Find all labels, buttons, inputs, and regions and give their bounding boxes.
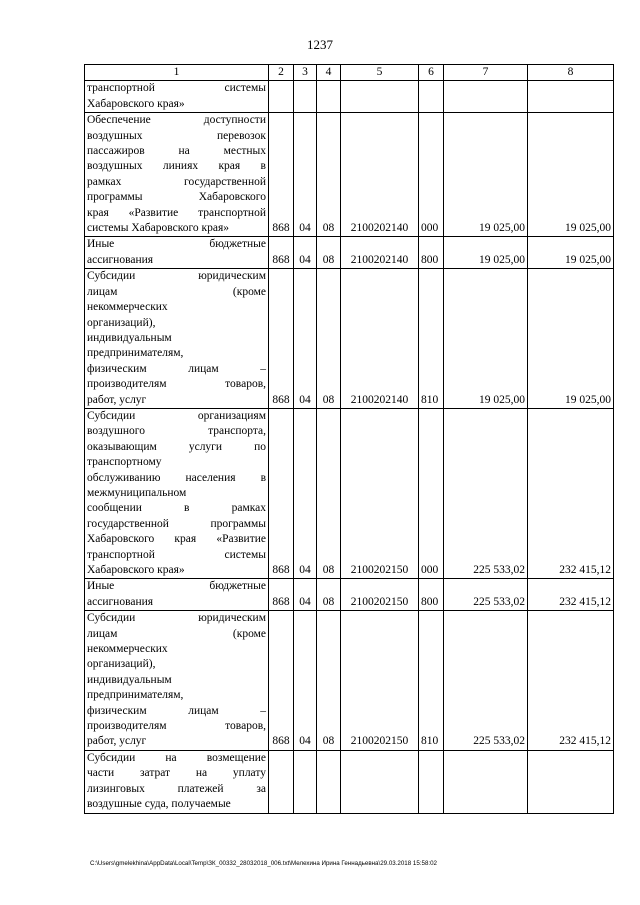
expense-type-code [419, 750, 444, 813]
amount-year-2: 232 415,12 [528, 611, 614, 751]
table-row [85, 81, 614, 113]
target-article-code: 2100202140 [341, 237, 419, 269]
description-line: Субсидии юридическим [87, 612, 266, 625]
grbs-code: 868 [269, 237, 294, 269]
table-row [85, 750, 614, 813]
target-article-code: 2100202150 [341, 408, 419, 578]
amount-year-1: 225 533,02 [444, 579, 528, 611]
description-line: Обеспечение доступности [87, 114, 266, 127]
expense-description [85, 750, 269, 813]
description-line: программы Хабаровского [87, 191, 266, 204]
section-code: 04 [294, 611, 317, 751]
section-code [294, 81, 317, 113]
table-row [85, 408, 614, 578]
description-line: государственной программы [87, 517, 266, 530]
description-line: производителям товаров, [87, 378, 266, 391]
amount-year-2: 19 025,00 [528, 237, 614, 269]
section-code: 04 [294, 237, 317, 269]
subsection-code: 08 [317, 611, 341, 751]
subsection-code: 08 [317, 269, 341, 409]
section-code: 04 [294, 113, 317, 237]
description-line: некоммерческих [87, 643, 168, 656]
section-code: 04 [294, 269, 317, 409]
description-line: транспортному [87, 456, 162, 469]
amount-year-1 [444, 81, 528, 113]
description-line: работ, услуг [87, 735, 147, 748]
description-line: системы Хабаровского края» [87, 222, 229, 235]
description-line: индивидуальным [87, 673, 172, 686]
grbs-code: 868 [269, 611, 294, 751]
target-article-code: 2100202140 [341, 113, 419, 237]
description-line: лизинговых платежей за [87, 782, 266, 795]
subsection-code: 08 [317, 113, 341, 237]
description-line: предпринимателям, [87, 347, 184, 360]
description-line: Субсидии на возмещение [87, 751, 266, 764]
subsection-code [317, 750, 341, 813]
description-line: Хабаровского края «Развитие [87, 533, 266, 546]
description-line: Иные бюджетные [87, 238, 266, 251]
amount-year-1 [444, 750, 528, 813]
expense-type-code: 800 [419, 237, 444, 269]
page-number: 1237 [307, 37, 333, 52]
table-row [85, 237, 614, 269]
amount-year-1: 225 533,02 [444, 408, 528, 578]
expense-description [85, 408, 269, 578]
section-code: 04 [294, 408, 317, 578]
description-line: оказывающим услуги по [87, 440, 266, 453]
target-article-code: 2100202140 [341, 269, 419, 409]
grbs-code: 868 [269, 269, 294, 409]
amount-year-1: 19 025,00 [444, 113, 528, 237]
expense-type-code [419, 81, 444, 113]
description-line: воздушные суда, получаемые [87, 798, 231, 811]
expense-description [85, 611, 269, 751]
description-line: пассажиров на местных [87, 145, 266, 158]
description-line: организаций), [87, 658, 156, 671]
description-line: воздушного транспорта, [87, 425, 266, 438]
column-header: 8 [528, 65, 614, 81]
column-header: 4 [317, 65, 341, 81]
column-header: 5 [341, 65, 419, 81]
amount-year-1: 225 533,02 [444, 611, 528, 751]
table-header-row [85, 65, 614, 81]
subsection-code [317, 81, 341, 113]
description-line: края «Развитие транспортной [87, 206, 266, 219]
description-line: организаций), [87, 316, 156, 329]
subsection-code: 08 [317, 579, 341, 611]
grbs-code: 868 [269, 579, 294, 611]
subsection-code: 08 [317, 237, 341, 269]
table-row [85, 269, 614, 409]
expense-description [85, 579, 269, 611]
description-line: Субсидии организациям [87, 409, 266, 422]
description-line: сообщении в рамках [87, 502, 266, 515]
description-line: транспортной системы [87, 548, 266, 561]
amount-year-2: 232 415,12 [528, 408, 614, 578]
description-line: межмуниципальном [87, 486, 187, 499]
column-header: 6 [419, 65, 444, 81]
description-line: воздушных линиях края в [87, 160, 266, 173]
section-code: 04 [294, 579, 317, 611]
description-line: Хабаровского края» [87, 97, 185, 110]
description-line: Иные бюджетные [87, 580, 266, 593]
amount-year-2 [528, 81, 614, 113]
table-row [85, 113, 614, 237]
description-line: предпринимателям, [87, 689, 184, 702]
description-line: индивидуальным [87, 331, 172, 344]
grbs-code: 868 [269, 408, 294, 578]
expense-description [85, 81, 269, 113]
column-header: 7 [444, 65, 528, 81]
table-row [85, 611, 614, 751]
target-article-code: 2100202150 [341, 611, 419, 751]
description-line: лицам (кроме [87, 285, 266, 298]
description-line: ассигнования [87, 595, 154, 608]
description-line: работ, услуг [87, 393, 147, 406]
description-line: некоммерческих [87, 301, 168, 314]
expense-description [85, 113, 269, 237]
amount-year-2: 19 025,00 [528, 269, 614, 409]
grbs-code [269, 750, 294, 813]
expense-type-code: 810 [419, 611, 444, 751]
amount-year-2 [528, 750, 614, 813]
target-article-code [341, 750, 419, 813]
grbs-code: 868 [269, 113, 294, 237]
description-line: лицам (кроме [87, 627, 266, 640]
expense-type-code: 810 [419, 269, 444, 409]
file-path-footer: C:\Users\gmelekhina\AppData\Local\Temp\ЗК_00332_28032018_006.txt\Мелехина Ирина Геннадьевна\29.03.2018 15:58:02 [90, 860, 437, 867]
column-header: 3 [294, 65, 317, 81]
subsection-code: 08 [317, 408, 341, 578]
description-line: обслуживанию населения в [87, 471, 266, 484]
amount-year-2: 19 025,00 [528, 113, 614, 237]
description-line: физическим лицам – [87, 704, 266, 717]
expense-type-code: 800 [419, 579, 444, 611]
description-line: воздушных перевозок [87, 129, 266, 142]
description-line: ассигнования [87, 253, 154, 266]
expense-type-code: 000 [419, 113, 444, 237]
description-line: транспортной системы [87, 82, 266, 95]
target-article-code: 2100202150 [341, 579, 419, 611]
description-line: производителям товаров, [87, 720, 266, 733]
expense-description [85, 237, 269, 269]
column-header: 1 [85, 65, 269, 81]
description-line: Хабаровского края» [87, 564, 185, 576]
budget-table [84, 64, 614, 814]
column-header: 2 [269, 65, 294, 81]
description-line: части затрат на уплату [87, 767, 266, 780]
grbs-code [269, 81, 294, 113]
amount-year-2: 232 415,12 [528, 579, 614, 611]
description-line: физическим лицам – [87, 362, 266, 375]
amount-year-1: 19 025,00 [444, 237, 528, 269]
description-line: Субсидии юридическим [87, 270, 266, 283]
target-article-code [341, 81, 419, 113]
table-row [85, 579, 614, 611]
expense-type-code: 000 [419, 408, 444, 578]
amount-year-1: 19 025,00 [444, 269, 528, 409]
expense-description [85, 269, 269, 409]
section-code [294, 750, 317, 813]
description-line: рамках государственной [87, 175, 266, 188]
